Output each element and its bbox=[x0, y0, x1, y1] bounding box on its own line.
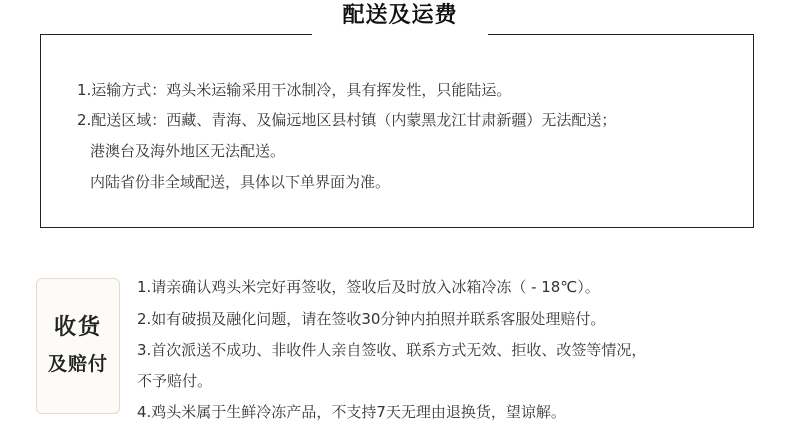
shipping-title-bar bbox=[0, 0, 800, 32]
badge-line-1: 收货 bbox=[53, 315, 102, 340]
after-sales-line-2: 2.如有破损及融化问题，请在签收30分钟内拍照并联系客服处理赔付。 bbox=[137, 310, 606, 328]
after-sales-line-5: 4.鸡头米属于生鲜冷冻产品，不支持7天无理由退换货，望谅解。 bbox=[137, 403, 566, 421]
shipping-title: 配送及运费 bbox=[320, 0, 479, 32]
shipping-line-2: 2.配送区域：西藏、青海、及偏远地区县村镇（内蒙黑龙江甘肃新疆）无法配送； bbox=[77, 111, 617, 129]
shipping-line-4: 内陆省份非全域配送，具体以下单界面为准。 bbox=[90, 173, 391, 191]
after-sales-line-4: 不予赔付。 bbox=[137, 372, 213, 390]
after-sales-line-1: 1.请亲确认鸡头米完好再签收，签收后及时放入冰箱冷冻（ - 18℃）。 bbox=[137, 278, 600, 296]
shipping-line-1: 1.运输方式：鸡头米运输采用干冰制冷，具有挥发性，只能陆运。 bbox=[77, 81, 512, 99]
after-sales-line-3: 3.首次派送不成功、非收件人亲自签收、联系方式无效、拒收、改签等情况， bbox=[137, 341, 647, 359]
shipping-line-3: 港澳台及海外地区无法配送。 bbox=[90, 142, 286, 160]
shipping-info-box bbox=[40, 34, 754, 228]
badge-line-2: 及赔付 bbox=[47, 353, 108, 375]
after-sales-badge bbox=[36, 278, 120, 414]
